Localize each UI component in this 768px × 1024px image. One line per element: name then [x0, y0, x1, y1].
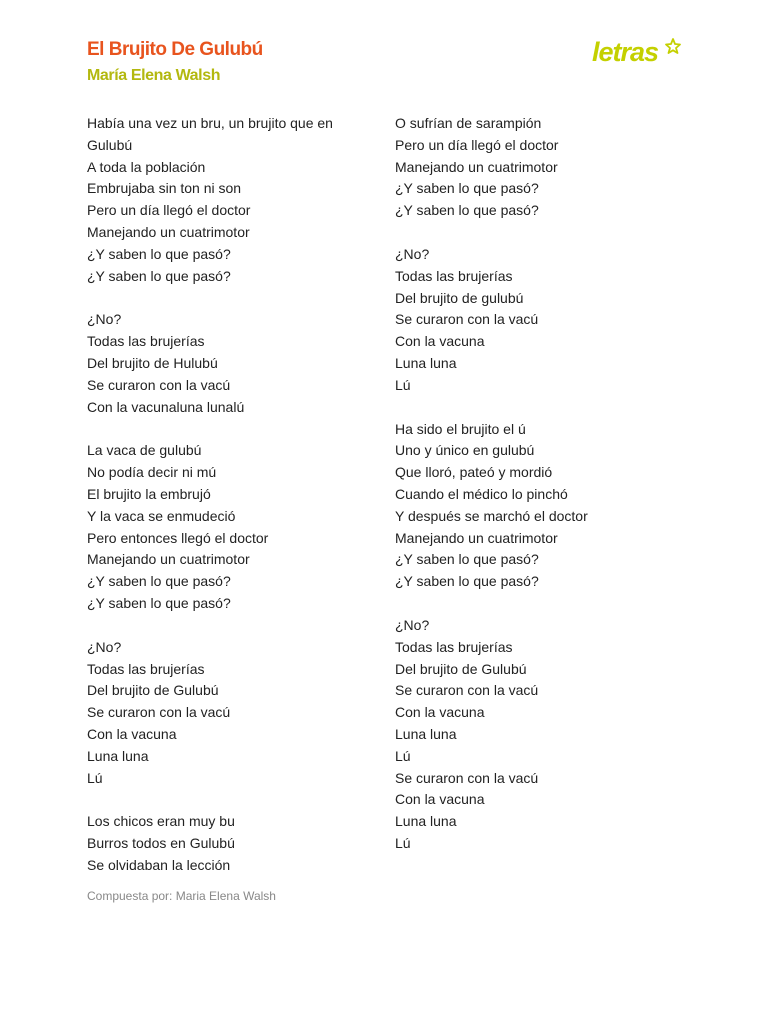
lyric-line: No podía decir ni mú [87, 464, 217, 481]
lyric-line: ¿Y saben lo que pasó? [395, 202, 539, 219]
lyric-line: Cuando el médico lo pinchó [395, 485, 568, 502]
lyric-line: Se olvidaban la lección [87, 856, 231, 873]
lyric-line: Del brujito de Gulubú [395, 660, 527, 677]
lyric-line: Con la vacuna [395, 791, 485, 808]
lyric-line: O sufrían de sarampión [395, 115, 542, 131]
lyric-line: Con la vacuna [87, 725, 177, 742]
lyric-line: Que lloró, pateó y mordió [395, 464, 553, 481]
lyrics-stanza [395, 615, 685, 855]
lyric-line: Luna luna [395, 354, 457, 371]
lyric-line: ¿No? [87, 638, 122, 655]
lyric-line: Pero un día llegó el doctor [87, 202, 251, 219]
lyric-line: Se curaron con la vacú [395, 311, 539, 328]
lyric-line: Gulubú [87, 136, 133, 153]
lyric-line: ¿Y saben lo que pasó? [395, 180, 539, 197]
lyric-line: Embrujaba sin ton ni son [87, 180, 242, 197]
letras-logo[interactable] [590, 34, 682, 72]
lyric-line: ¿Y saben lo que pasó? [395, 551, 539, 568]
lyric-line: Todas las brujerías [87, 660, 205, 677]
lyric-line: Y después se marchó el doctor [395, 507, 588, 524]
lyric-line: Todas las brujerías [395, 267, 513, 284]
composer-credit: Compuesta por: Maria Elena Walsh [87, 889, 276, 903]
lyrics-stanza [395, 244, 685, 397]
lyric-line: Lú [87, 769, 103, 786]
lyric-line: Luna luna [395, 813, 457, 830]
lyric-line: Burros todos en Gulubú [87, 835, 235, 852]
lyric-line: Con la vacuna [395, 333, 485, 350]
lyric-line: Luna luna [395, 725, 457, 742]
lyric-line: Con la vacuna [395, 704, 485, 721]
lyric-line: Lú [395, 376, 411, 393]
lyric-line: ¿No? [395, 616, 430, 633]
lyric-line: Todas las brujerías [87, 333, 205, 350]
lyric-line: Pero un día llegó el doctor [395, 136, 559, 153]
lyrics-stanza [87, 811, 377, 876]
lyric-line: Lú [395, 747, 411, 764]
lyric-line: Se curaron con la vacú [395, 769, 539, 786]
lyric-line: La vaca de gulubú [87, 442, 202, 459]
lyric-line: ¿Y saben lo que pasó? [87, 267, 231, 284]
lyrics-column-right [395, 113, 685, 877]
lyric-line: Se curaron con la vacú [87, 376, 231, 393]
lyric-line: ¿Y saben lo que pasó? [395, 573, 539, 590]
lyrics-stanza [395, 113, 685, 222]
lyric-line: A toda la población [87, 158, 206, 175]
lyric-line: Con la vacunaluna lunalú [87, 398, 245, 415]
lyric-line: Pero entonces llegó el doctor [87, 529, 269, 546]
song-title: El Brujito De Gulubú [87, 39, 263, 60]
lyric-line: Manejando un cuatrimotor [395, 529, 558, 546]
lyric-line: ¿Y saben lo que pasó? [87, 594, 231, 611]
lyric-line: Lú [395, 834, 411, 851]
lyric-line: Del brujito de gulubú [395, 289, 524, 306]
lyrics-stanza [87, 113, 377, 287]
lyric-line: Luna luna [87, 747, 149, 764]
lyric-line: Todas las brujerías [395, 638, 513, 655]
lyrics-stanza [87, 309, 377, 418]
lyrics-stanza [87, 440, 377, 614]
lyric-line: Del brujito de Gulubú [87, 682, 219, 699]
lyrics-stanza [87, 637, 377, 790]
lyric-line: Y la vaca se enmudeció [87, 507, 236, 524]
lyric-line: ¿No? [87, 311, 122, 328]
letras-logo-text: letras [592, 37, 659, 67]
lyric-line: Del brujito de Hulubú [87, 354, 218, 371]
lyric-line: Se curaron con la vacú [87, 704, 231, 721]
lyric-line: Los chicos eran muy bu [87, 813, 235, 830]
lyric-line: Ha sido el brujito el ú [395, 420, 526, 437]
lyrics-column-left [87, 113, 377, 899]
lyric-line: ¿Y saben lo que pasó? [87, 573, 231, 590]
lyric-line: Se curaron con la vacú [395, 682, 539, 699]
lyric-line: Manejando un cuatrimotor [87, 223, 250, 240]
lyric-line: Había una vez un bru, un brujito que en [87, 115, 333, 131]
lyric-line: El brujito la embrujó [87, 485, 211, 502]
lyric-line: Uno y único en gulubú [395, 442, 535, 459]
artist-name[interactable]: María Elena Walsh [87, 67, 221, 84]
lyrics-stanza [395, 419, 685, 593]
lyric-line: ¿No? [395, 245, 430, 262]
lyric-line: Manejando un cuatrimotor [395, 158, 558, 175]
lyric-line: Manejando un cuatrimotor [87, 551, 250, 568]
lyric-line: ¿Y saben lo que pasó? [87, 245, 231, 262]
star-icon [666, 39, 680, 53]
